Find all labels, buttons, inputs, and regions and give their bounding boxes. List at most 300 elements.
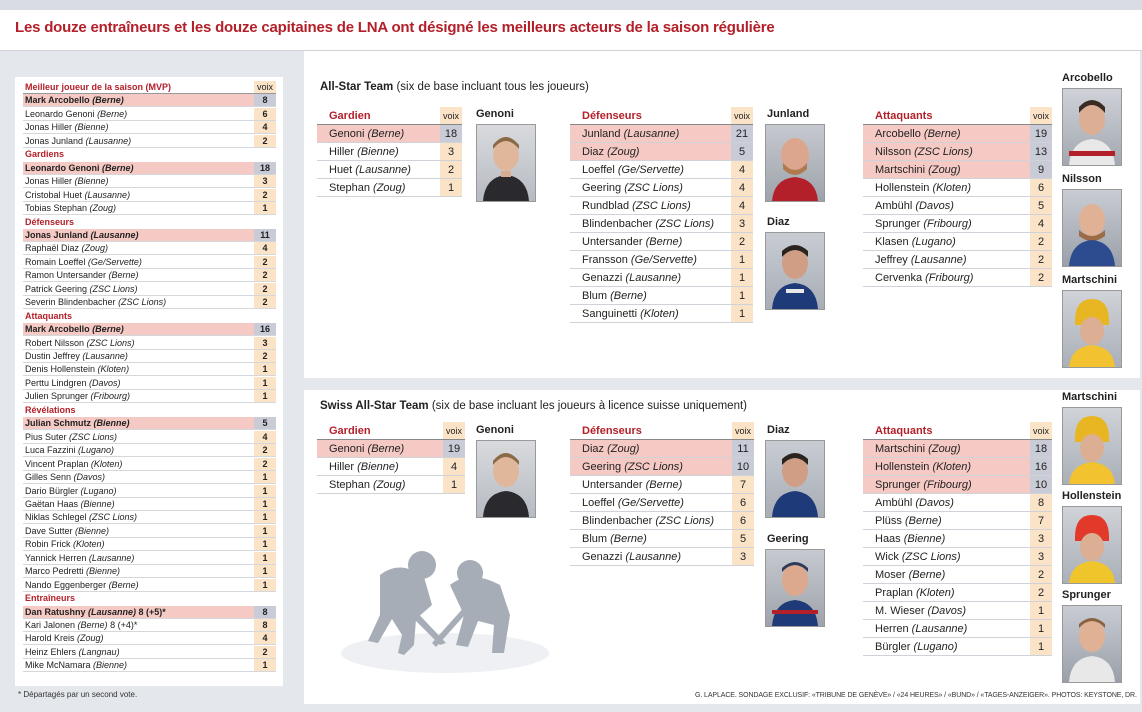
table-row-name: Geering (ZSC Lions) (582, 461, 683, 473)
photo-hollenstein (1062, 506, 1122, 584)
table-row-votes: 2 (1030, 269, 1052, 286)
table-row-name: Blindenbacher (ZSC Lions) (582, 515, 715, 527)
list-item-name: Jonas Junland (Lausanne) (25, 229, 139, 240)
table-row-name: Diaz (Zoug) (582, 443, 640, 455)
list-item-tiebreak: 8 (+5)* (136, 606, 166, 617)
list-item-name: Julien Sprunger (Fribourg) (25, 391, 131, 402)
list-item-team: (Bienne) (72, 122, 109, 133)
table-row-votes: 11 (732, 440, 754, 457)
list-item-name: Romain Loeffel (Ge/Servette) (25, 256, 142, 267)
list-item-name: Patrick Geering (ZSC Lions) (25, 283, 138, 294)
list-item-team: (Berne) (106, 270, 139, 281)
table-row (570, 251, 753, 269)
table-row-name: Wick (ZSC Lions) (875, 551, 961, 563)
table-header-name: Attaquants (875, 110, 933, 122)
list-item (23, 579, 276, 592)
table-row-name: Geering (ZSC Lions) (582, 182, 683, 194)
table-row (570, 440, 754, 458)
list-item (23, 377, 276, 390)
table-row (863, 638, 1052, 656)
list-item (23, 242, 276, 255)
table-row-votes: 16 (1030, 458, 1052, 475)
list-item-votes: 2 (254, 135, 276, 147)
list-item-team: (Berne) (106, 579, 139, 590)
table-header-votes: voix (1030, 107, 1052, 124)
table-row (317, 476, 465, 494)
hockey-players-illustration (340, 535, 550, 675)
list-item-votes: 5 (254, 417, 276, 429)
table-row-votes: 3 (732, 548, 754, 565)
table-header-name: Gardien (329, 110, 371, 122)
table-row-team: (Berne) (364, 443, 405, 455)
list-item-name: Jonas Hiller (Bienne) (25, 176, 109, 187)
photo-label-arcobello: Arcobello (1062, 72, 1113, 84)
list-item-name: Robert Nilsson (ZSC Lions) (25, 337, 135, 348)
table-row-votes: 1 (731, 269, 753, 286)
list-item-name: Dave Sutter (Bienne) (25, 525, 110, 536)
table-row-team: (ZSC Lions) (629, 200, 691, 212)
list-item-name: Cristobal Huet (Lausanne) (25, 189, 131, 200)
list-item-team: (Langnau) (76, 646, 120, 657)
table-row-team: (Berne) (905, 569, 946, 581)
list-item-votes: 18 (254, 162, 276, 174)
list-item-votes: 4 (254, 431, 276, 443)
swiss-title-main: Swiss All-Star Team (320, 400, 429, 412)
table-row-name: Genazzi (Lausanne) (582, 551, 682, 563)
table-header (863, 422, 1052, 440)
list-item-team: (Lugano) (75, 445, 115, 456)
list-item-name: Dario Bürgler (Lugano) (25, 485, 117, 496)
table-row-name: Hiller (Bienne) (329, 146, 399, 158)
table-row-team: (Fribourg) (920, 479, 972, 491)
list-section-header (23, 216, 276, 229)
table-row-team: (Berne) (364, 128, 405, 140)
list-item-votes: 1 (254, 552, 276, 564)
table-row-votes: 18 (440, 125, 462, 142)
table-row-votes: 1 (731, 251, 753, 268)
table-header-votes: voix (1030, 422, 1052, 439)
list-item-team: (Davos) (71, 472, 106, 483)
table-row-votes: 1 (443, 476, 465, 493)
list-item (23, 121, 276, 134)
table-row (863, 179, 1052, 197)
list-item (23, 202, 276, 215)
list-item (23, 350, 276, 363)
list-item-votes: 1 (254, 498, 276, 510)
list-item-team: (Bienne) (72, 525, 110, 536)
list-item-votes: 2 (254, 296, 276, 308)
table-row (570, 125, 753, 143)
table-row-team: (Berne) (607, 290, 647, 302)
table-row (570, 458, 754, 476)
table-row (570, 530, 754, 548)
table-header (317, 422, 465, 440)
list-item (23, 417, 276, 430)
list-section-header (23, 310, 276, 323)
list-item-votes: 1 (254, 659, 276, 671)
table-row (317, 125, 462, 143)
allstar-title (320, 81, 589, 93)
list-item-name: Entraîneurs (25, 593, 76, 604)
table-row-name: Blum (Berne) (582, 533, 647, 545)
list-item (23, 269, 276, 282)
table-header (570, 107, 753, 125)
table-row-team: (Bienne) (900, 533, 946, 545)
list-section-header (23, 404, 276, 417)
list-item-votes: 2 (254, 458, 276, 470)
table-row-name: Praplan (Kloten) (875, 587, 955, 599)
list-item (23, 471, 276, 484)
list-item-name: Leonardo Genoni (Berne) (25, 108, 128, 119)
list-item-name: Dustin Jeffrey (Lausanne) (25, 351, 128, 361)
section-separator (300, 378, 1142, 390)
table-row (570, 512, 754, 530)
list-item-name: Leonardo Genoni (Berne) (25, 162, 134, 173)
table-row-team: (Lausanne) (622, 272, 682, 284)
table-row-name: Hollenstein (Kloten) (875, 461, 971, 473)
allstar-title-main: All-Star Team (320, 81, 394, 93)
table-row-team: (Fribourg) (920, 218, 972, 230)
table-row (570, 197, 753, 215)
photo-label-junland: Junland (767, 108, 810, 120)
list-item-votes: 2 (254, 256, 276, 268)
table-row-votes: 4 (731, 179, 753, 196)
list-item (23, 646, 276, 659)
list-item-name: Pius Suter (ZSC Lions) (25, 431, 118, 442)
list-item-name: Mark Arcobello (Berne) (25, 95, 124, 106)
table-row-name: Klasen (Lugano) (875, 236, 956, 248)
list-item-team: (Lausanne) (79, 351, 128, 361)
table-row-name: Loeffel (Ge/Servette) (582, 164, 684, 176)
table-row (863, 440, 1052, 458)
table-row (570, 476, 754, 494)
table-row-name: Plüss (Berne) (875, 515, 942, 527)
list-item-name: Raphaël Diaz (Zoug) (25, 243, 109, 254)
table-row-name: M. Wieser (Davos) (875, 605, 967, 617)
list-item (23, 363, 276, 376)
table-row-votes: 4 (1030, 215, 1052, 232)
list-item-name: Mike McNamara (Bienne) (25, 660, 128, 671)
table-header (570, 422, 754, 440)
table-row-team: (Kloten) (929, 182, 971, 194)
table-row-votes: 1 (1030, 638, 1052, 655)
table-row (863, 125, 1052, 143)
photo-label-swiss-diaz: Diaz (767, 424, 790, 436)
list-item-votes: 6 (254, 108, 276, 120)
table-row (863, 233, 1052, 251)
table-row-name: Genoni (Berne) (329, 443, 405, 455)
table-row-name: Sanguinetti (Kloten) (582, 308, 679, 320)
list-item (23, 565, 276, 578)
table-row-votes: 1 (1030, 620, 1052, 637)
photo-geering (765, 549, 825, 627)
list-item-name: Julian Schmutz (Bienne) (25, 418, 130, 429)
table-row-votes: 2 (1030, 251, 1052, 268)
top-strip (0, 0, 1142, 10)
table-row-team: (Kloten) (929, 461, 971, 473)
table-row-team: (Lausanne) (908, 623, 968, 635)
list-item-name: Vincent Praplan (Kloten) (25, 458, 123, 469)
list-item-votes: 2 (254, 646, 276, 658)
table-row-name: Arcobello (Berne) (875, 128, 961, 140)
table-row-votes: 4 (731, 161, 753, 178)
list-section-header (23, 148, 276, 161)
list-item-name: Severin Blindenbacher (ZSC Lions) (25, 297, 167, 308)
list-item-votes: 2 (254, 269, 276, 281)
table-row-votes: 1 (440, 179, 462, 196)
table-row (317, 440, 465, 458)
list-item-team: (Lausanne) (85, 606, 137, 617)
table-row-team: (Lausanne) (907, 254, 967, 266)
photo-label-geering: Geering (767, 533, 809, 545)
table-row-name: Haas (Bienne) (875, 533, 946, 545)
table-row-team: (ZSC Lions) (621, 182, 683, 194)
table-row-votes: 2 (1030, 584, 1052, 601)
table-row-votes: 1 (1030, 602, 1052, 619)
list-item-team: (Lugano) (78, 485, 117, 496)
table-row-votes: 6 (1030, 179, 1052, 196)
list-item-team: (Lausanne) (82, 189, 131, 200)
table-row (570, 233, 753, 251)
list-item-votes: 8 (254, 94, 276, 106)
list-item (23, 444, 276, 457)
photo-label-genoni: Genoni (476, 108, 514, 120)
list-item-votes: 1 (254, 471, 276, 483)
list-header (23, 81, 276, 94)
list-item (23, 498, 276, 511)
photo-swiss-diaz (765, 440, 825, 518)
list-item-name: Meilleur joueur de la saison (MVP) (25, 82, 172, 92)
table-row-votes: 3 (440, 143, 462, 160)
list-item (23, 162, 276, 175)
table-row-votes: 1 (731, 287, 753, 304)
swiss-subtitle: (six de base incluant les joueurs à licence suisse uniquement) (428, 400, 747, 412)
list-item-name: Jonas Junland (Lausanne) (25, 135, 132, 146)
list-item (23, 632, 276, 645)
list-item-name: Nando Eggenberger (Berne) (25, 579, 139, 590)
list-item-votes: 4 (254, 121, 276, 133)
list-item-team: (Ge/Servette) (85, 256, 142, 267)
photo-martschini (1062, 290, 1122, 368)
table-row-name: Stephan (Zoug) (329, 479, 406, 491)
list-item-votes: 2 (254, 444, 276, 456)
table-row (863, 476, 1052, 494)
table-row (863, 512, 1052, 530)
list-item-name: Gardiens (25, 149, 65, 160)
table-row-team: (Berne) (920, 128, 961, 140)
table-row-votes: 19 (1030, 125, 1052, 142)
table-row-name: Diaz (Zoug) (582, 146, 640, 158)
table-row-name: Fransson (Ge/Servette) (582, 254, 697, 266)
table-row-name: Sprunger (Fribourg) (875, 479, 972, 491)
table-row-votes: 7 (732, 476, 754, 493)
table-row-name: Sprunger (Fribourg) (875, 218, 972, 230)
list-item-name: Kari Jalonen (Berne) 8 (+4)* (25, 620, 138, 630)
photo-arcobello (1062, 88, 1122, 166)
list-item-votes: 11 (254, 229, 276, 241)
table-row-team: (ZSC Lions) (652, 515, 715, 527)
table-row-team: (ZSC Lions) (911, 146, 973, 158)
table-row (570, 215, 753, 233)
list-item (23, 659, 276, 672)
table-row (863, 548, 1052, 566)
footnote: * Départagés par un second vote. (18, 690, 138, 699)
list-item (23, 552, 276, 565)
table-row-votes: 19 (443, 440, 465, 457)
table-row (863, 143, 1052, 161)
table-row-name: Cervenka (Fribourg) (875, 272, 974, 284)
table-row-name: Hollenstein (Kloten) (875, 182, 971, 194)
list-item-votes: 8 (254, 619, 276, 631)
table-row-team: (Zoug) (925, 164, 961, 176)
table-row (570, 548, 754, 566)
table-row-name: Ambühl (Davos) (875, 200, 954, 212)
table-row-name: Ambühl (Davos) (875, 497, 954, 509)
table-row (863, 584, 1052, 602)
list-item-votes: 1 (254, 525, 276, 537)
table-row-team: (Zoug) (604, 443, 640, 455)
list-item (23, 189, 276, 202)
table-row-name: Untersander (Berne) (582, 236, 683, 248)
photo-label-sprunger: Sprunger (1062, 589, 1111, 601)
table-row-name: Genazzi (Lausanne) (582, 272, 682, 284)
list-item-team: (Kloten) (95, 364, 130, 375)
table-row-team: (Ge/Servette) (614, 497, 684, 509)
photo-label-martschini: Martschini (1062, 274, 1118, 286)
table-row-team: (Davos) (924, 605, 967, 617)
list-item-team: (Kloten) (88, 458, 123, 469)
list-item-team: (Fribourg) (88, 391, 131, 402)
list-item-votes: 4 (254, 242, 276, 254)
table-row-team: (Lugano) (908, 236, 956, 248)
list-item-votes: 3 (254, 337, 276, 349)
table-row (863, 269, 1052, 287)
table-row-name: Junland (Lausanne) (582, 128, 680, 140)
table-row-team: (Berne) (607, 533, 647, 545)
list-item (23, 538, 276, 551)
table-row-team: (Zoug) (369, 182, 406, 194)
list-item-team: (Bienne) (78, 498, 115, 509)
table-row-votes: 4 (443, 458, 465, 475)
photo-junland (765, 124, 825, 202)
list-item-team: (Berne) (75, 620, 108, 630)
table-row-name: Stephan (Zoug) (329, 182, 406, 194)
table-row-team: (Lausanne) (352, 164, 411, 176)
table-row-team: (Ge/Servette) (627, 254, 697, 266)
list-item-team: (Berne) (99, 162, 134, 173)
table-row-name: Huet (Lausanne) (329, 164, 411, 176)
table-header-name: Gardien (329, 425, 371, 437)
table-row-team: (Bienne) (354, 461, 399, 473)
table-row (863, 602, 1052, 620)
list-item-team: (ZSC Lions) (86, 512, 138, 523)
table-row-votes: 13 (1030, 143, 1052, 160)
list-item-name: Révélations (25, 404, 76, 415)
table-row-team: (Lugano) (910, 641, 958, 653)
photo-swiss-martschini (1062, 407, 1122, 485)
table-row-name: Blindenbacher (ZSC Lions) (582, 218, 715, 230)
table-row (570, 179, 753, 197)
table-header-votes: voix (440, 107, 462, 124)
list-item-votes: 1 (254, 579, 276, 591)
list-item (23, 256, 276, 269)
list-item-name: Dan Ratushny (Lausanne) 8 (+5)* (25, 606, 166, 617)
list-item-votes: 8 (254, 606, 276, 618)
photo-label-swiss-genoni: Genoni (476, 424, 514, 436)
list-item (23, 606, 276, 619)
table-row-votes: 9 (1030, 161, 1052, 178)
table-row-votes: 8 (1030, 494, 1052, 511)
list-item-team: (Berne) (89, 324, 124, 335)
headline: Les douze entraîneurs et les douze capitaines de LNA ont désigné les meilleurs acteurs de la saison régulière (15, 19, 775, 36)
list-item-votes: 3 (254, 175, 276, 187)
list-item-name: Attaquants (25, 310, 72, 321)
list-item-votes: 1 (254, 485, 276, 497)
table-row-votes: 4 (731, 197, 753, 214)
list-item-name: Heinz Ehlers (Langnau) (25, 646, 120, 657)
table-row-team: (Berne) (642, 479, 683, 491)
table-header (317, 107, 462, 125)
list-item-name: Luca Fazzini (Lugano) (25, 445, 115, 456)
list-item-votes: 1 (254, 538, 276, 550)
table-header-name: Défenseurs (582, 425, 642, 437)
table-row (570, 269, 753, 287)
table-row-team: (Bienne) (354, 146, 399, 158)
list-item-team: (Lausanne) (83, 135, 132, 146)
list-item-tiebreak: 8 (+4)* (107, 620, 138, 630)
list-item-votes: 1 (254, 377, 276, 389)
list-item-votes: 4 (254, 632, 276, 644)
table-row (863, 530, 1052, 548)
list-item-team: (Davos) (86, 377, 121, 388)
list-item-team: (Berne) (94, 108, 128, 119)
photo-label-nilsson: Nilsson (1062, 173, 1102, 185)
table-row-votes: 21 (731, 125, 753, 142)
list-item (23, 229, 276, 242)
table-row-name: Untersander (Berne) (582, 479, 683, 491)
table-header-votes: voix (731, 107, 753, 124)
photo-label-swiss-martschini: Martschini (1062, 391, 1118, 403)
list-item-team: (Bienne) (90, 660, 128, 671)
list-item (23, 511, 276, 524)
table-row-votes: 2 (440, 161, 462, 178)
table-row (570, 494, 754, 512)
list-item-name: Harold Kreis (Zoug) (25, 633, 104, 644)
table-row-name: Nilsson (ZSC Lions) (875, 146, 973, 158)
table-row-votes: 3 (1030, 530, 1052, 547)
table-row-votes: 10 (732, 458, 754, 475)
list-item (23, 323, 276, 336)
list-item-name: Ramon Untersander (Berne) (25, 270, 139, 281)
table-header-votes: voix (443, 422, 465, 439)
table-row-votes: 6 (732, 512, 754, 529)
table-header (863, 107, 1052, 125)
list-item-team: (Berne) (89, 95, 124, 106)
list-item (23, 485, 276, 498)
table-row (317, 179, 462, 197)
list-item-name: Tobias Stephan (Zoug) (25, 203, 117, 214)
list-item-votes: 16 (254, 323, 276, 335)
table-row-team: (Davos) (912, 200, 954, 212)
table-row-votes: 18 (1030, 440, 1052, 457)
list-item-name: Yannick Herren (Lausanne) (25, 552, 135, 563)
table-row-votes: 2 (1030, 566, 1052, 583)
table-row-name: Moser (Berne) (875, 569, 946, 581)
list-item-name: Perttu Lindgren (Davos) (25, 377, 121, 388)
table-row (863, 458, 1052, 476)
table-row-team: (Ge/Servette) (614, 164, 684, 176)
table-row-votes: 3 (1030, 548, 1052, 565)
